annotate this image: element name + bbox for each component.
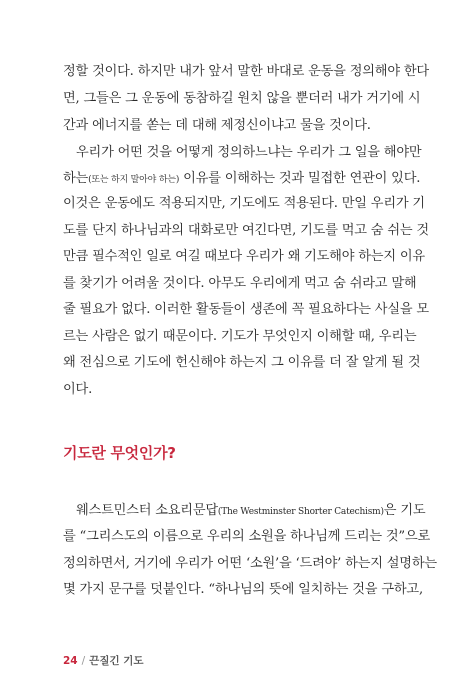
body-line: 정할 것이다. 하지만 내가 앞서 말한 바대로 운동을 정의해야 한다 [63, 64, 429, 79]
body-line: 간과 에너지를 쏟는 데 대해 제정신이냐고 물을 것이다. [63, 118, 371, 133]
body-line: 이다. [63, 382, 93, 397]
body-line: 르는 사람은 없기 때문이다. 기도가 무엇인지 이해할 때, 우리는 [63, 329, 417, 344]
body-line: 도를 단지 하나님과의 대화로만 여긴다면, 기도를 먹고 숨 쉬는 것 [63, 223, 429, 238]
body-line: 를 “그리스도의 이름으로 우리의 소원을 하나님께 드리는 것”으로 [63, 529, 431, 544]
body-text: 은 기도 [383, 503, 426, 518]
body-line: 줄 필요가 없다. 이러한 활동들이 생존에 꼭 필요하다는 사실을 모 [63, 302, 429, 317]
body-line [63, 169, 421, 189]
body-line: 몇 가지 문구를 덧붙인다. “하나님의 뜻에 일치하는 것을 구하고, [63, 582, 423, 597]
page-number: 24 [63, 655, 78, 667]
body-text: 이유를 이해하는 것과 밀접한 연관이 있다. [179, 171, 421, 186]
body-text: 웨스트민스터 소요리문답 [76, 503, 218, 518]
body-line: 이것은 운동에도 적용되지만, 기도에도 적용된다. 만일 우리가 기 [63, 196, 425, 211]
footer-separator: / [81, 655, 86, 667]
body-line: 정의하면서, 거기에 우리가 어떤 ‘소원’을 ‘드려야’ 하는지 설명하는 [63, 556, 437, 571]
body-line: 면, 그들은 그 운동에 동참하길 원치 않을 뿐더러 내가 거기에 시 [63, 91, 421, 106]
book-title: 끈질긴 기도 [89, 655, 144, 667]
parenthetical-note: (또는 하지 말아야 하는) [88, 175, 180, 185]
body-line: 왜 전심으로 기도에 헌신해야 하는지 그 이유를 더 잘 알게 될 것 [63, 355, 421, 370]
parenthetical-note: (The Westminster Shorter Catechism) [217, 507, 384, 517]
body-line: 를 찾기가 어려울 것이다. 아무도 우리에게 먹고 숨 쉬라고 말해 [63, 276, 417, 291]
body-line: 우리가 어떤 것을 어떻게 정의하느냐는 우리가 그 일을 해야만 [76, 145, 422, 160]
page-footer [63, 653, 144, 668]
section-heading: 기도란 무엇인가? [63, 444, 176, 462]
body-line [76, 501, 426, 521]
body-text: 하는 [63, 171, 89, 186]
body-line: 만큼 필수적인 일로 여길 때보다 우리가 왜 기도해야 하는지 이유 [63, 249, 425, 264]
